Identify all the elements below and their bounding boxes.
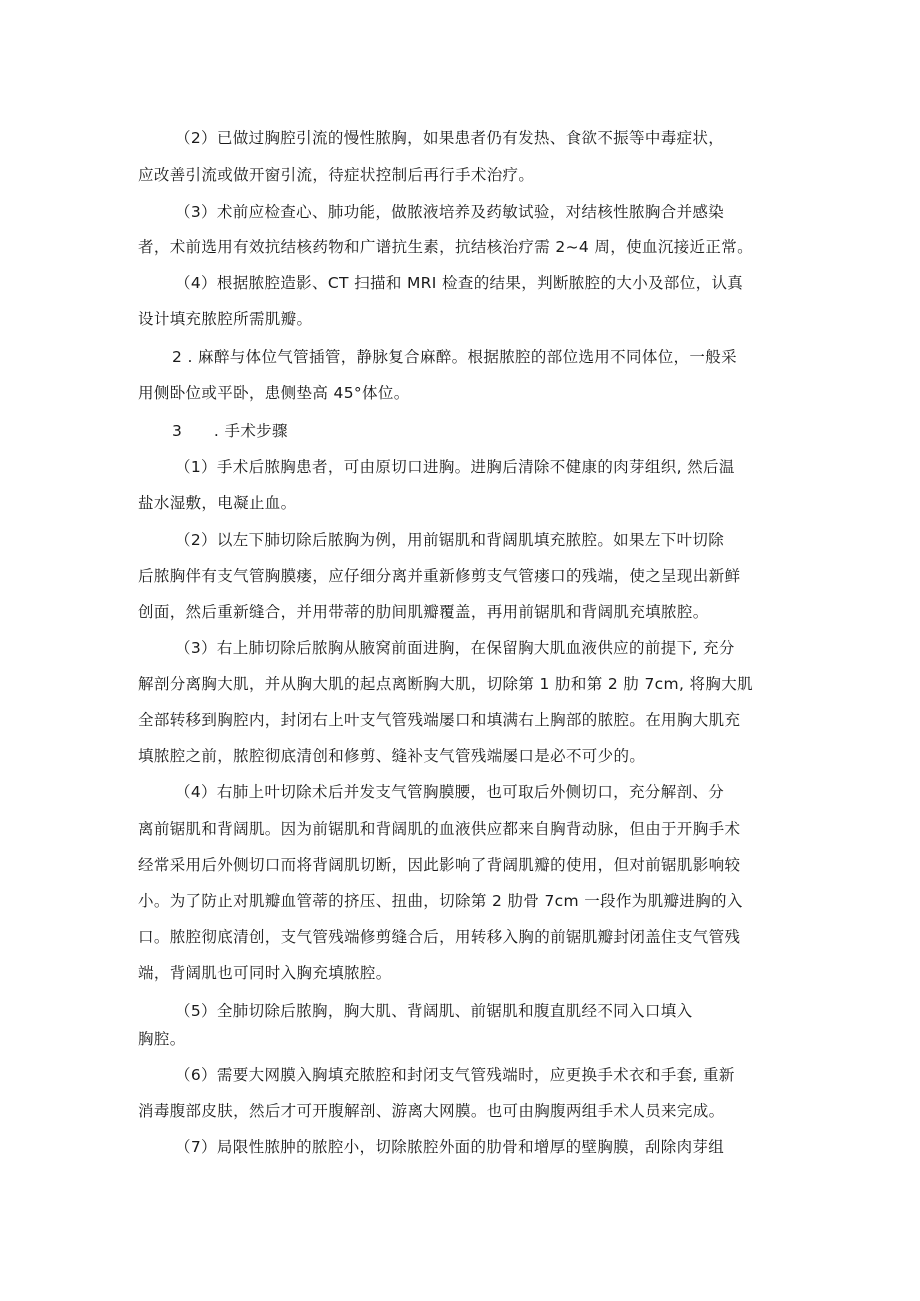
text-line: 2 . 麻醉与体位气管插管，静脉复合麻醉。根据脓腔的部位选用不同体位，一般采 [172,348,737,366]
text-line: （4）根据脓腔造影、CT 扫描和 MRI 检查的结果，判断脓腔的大小及部位，认真 [175,274,744,292]
text-line: （3）术前应检查心、肺功能，做脓液培养及药敏试验，对结核性脓胸合并感染 [175,203,725,221]
text-line: （5）全肺切除后脓胸，胸大肌、背阔肌、前锯肌和腹直肌经不同入口填入 [175,1002,693,1020]
text-line: 端，背阔肌也可同时入胸充填脓腔。 [138,964,392,982]
text-line: （7）局限性脓肿的脓腔小，切除脓腔外面的肋骨和增厚的壁胸膜，刮除肉芽组 [175,1138,725,1156]
text-line: 填脓腔之前，脓腔彻底清创和修剪、缝补支气管残端屡口是必不可少的。 [138,747,646,765]
text-line: 后脓胸伴有支气管胸膜瘘，应仔细分离并重新修剪支气管瘘口的残端，使之呈现出新鲜 [138,567,741,585]
text-line: 解剖分离胸大肌，并从胸大肌的起点离断胸大肌，切除第 1 肋和第 2 肋 7cm, 将胸大肌 [138,675,753,693]
text-line: （2）以左下肺切除后脓胸为例，用前锯肌和背阔肌填充脓腔。如果左下叶切除 [175,531,725,549]
text-line: 者，术前选用有效抗结核药物和广谱抗生素，抗结核治疗需 2~4 周，使血沉接近正常。 [138,238,753,256]
text-line: 经常采用后外侧切口而将背阔肌切断，因此影响了背阔肌瓣的使用，但对前锯肌影响较 [138,856,741,874]
text-line: 全部转移到胸腔内，封闭右上叶支气管残端屡口和填满右上胸部的脓腔。在用胸大肌充 [138,711,741,729]
text-line: 应改善引流或做开窗引流，待症状控制后再行手术治疗。 [138,166,535,184]
text-line: 盐水湿敷，电凝止血。 [138,494,297,512]
section-heading: 3 . 手术步骤 [172,422,288,440]
text-line: 小。为了防止对肌瓣血管蒂的挤压、扭曲，切除第 2 肋骨 7cm 一段作为肌瓣进胸的入 [138,892,743,910]
text-line: 胸腔。 [138,1030,186,1048]
text-line: 创面，然后重新缝合，并用带蒂的肋间肌瓣覆盖，再用前锯肌和背阔肌充填脓腔。 [138,603,709,621]
text-line: （4）右肺上叶切除术后并发支气管胸膜腰，也可取后外侧切口，充分解剖、分 [175,783,725,801]
text-line: 设计填充脓腔所需肌瓣。 [138,310,313,328]
text-line: 用侧卧位或平卧，患侧垫高 45°体位。 [138,384,410,402]
text-line: （2）已做过胸腔引流的慢性脓胸，如果患者仍有发热、食欲不振等中毒症状， [175,129,725,147]
text-line: （1）手术后脓胸患者，可由原切口进胸。进胸后清除不健康的肉芽组织, 然后温 [175,458,735,476]
text-line: 离前锯肌和背阔肌。因为前锯肌和背阔肌的血液供应都来自胸背动脉，但由于开胸手术 [138,820,741,838]
text-line: 消毒腹部皮肤，然后才可开腹解剖、游离大网膜。也可由胸腹两组手术人员来完成。 [138,1102,725,1120]
text-line: 口。脓腔彻底清创，支气管残端修剪缝合后，用转移入胸的前锯肌瓣封闭盖住支气管残 [138,928,741,946]
text-line: （6）需要大网膜入胸填充脓腔和封闭支气管残端时，应更换手术衣和手套, 重新 [175,1066,735,1084]
text-line: （3）右上肺切除后脓胸从腋窝前面进胸，在保留胸大肌血液供应的前提下, 充分 [175,639,735,657]
